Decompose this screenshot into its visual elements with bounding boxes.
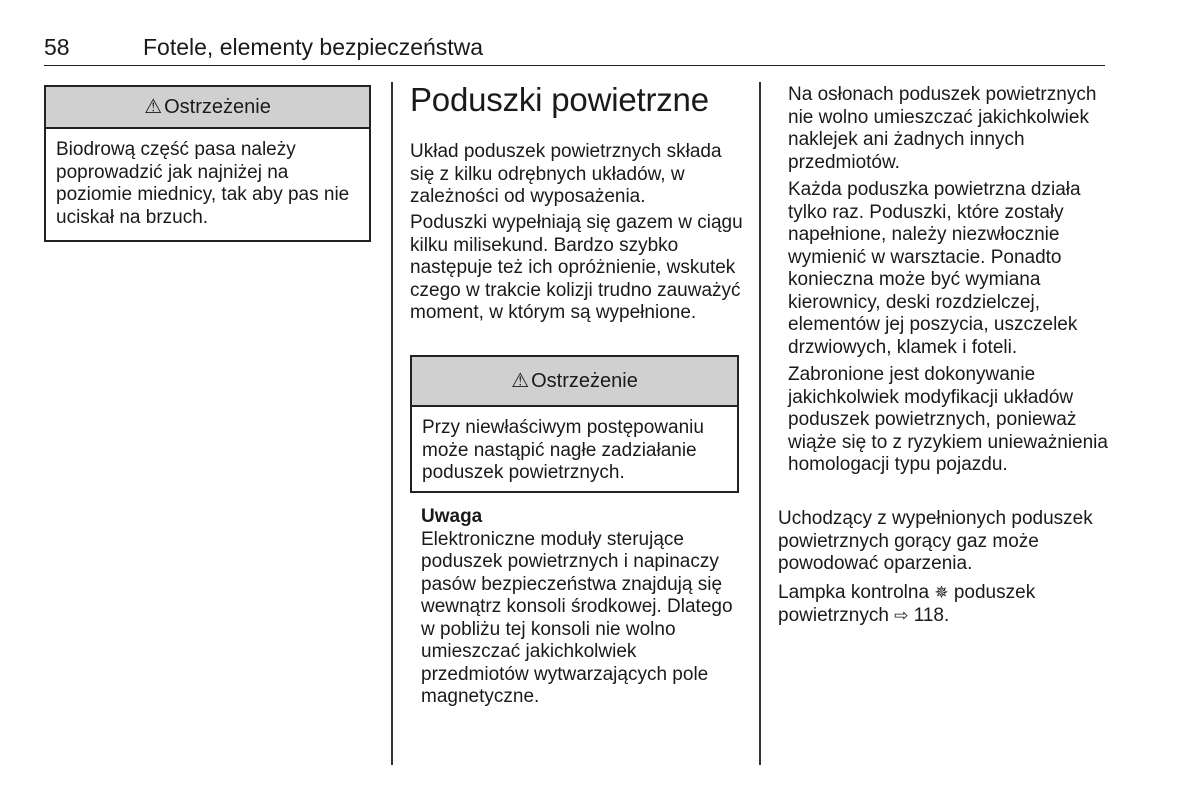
- note-text: Elektroniczne moduły sterujące poduszek powietrznych i napinaczy pasów bezpieczeństwa znajdują się wewnątrz konsoli środkowej. Dlatego w pobliżu tej konsoli nie wolno umieszczać jakichkolwiek przedmiotów wytwarzających pole magnetyczne.: [421, 528, 733, 707]
- paragraph-airbag-covers: Na osłonach poduszek powietrznych nie wolno umieszczać jakichkolwiek naklejek ani żadnych innych przedmiotów.: [788, 84, 1097, 173]
- paragraph-hot-gas: Uchodzący z wypełnionych poduszek powietrznych gorący gaz może powodować oparzenia.: [778, 508, 1093, 574]
- warning-header: [46, 87, 369, 129]
- column-divider-right: [759, 82, 761, 765]
- indicator-text-b: poduszek powietrznych: [778, 582, 1036, 626]
- paragraph-airbag-inflation: Poduszki wypełniają się gazem w ciągu kilku milisekund. Bardzo szybko następuje też ich opróżnienie, wskutek czego w trakcie kolizji trudno zauważyć moment, w którym są wypełnione.: [410, 212, 743, 323]
- page-number: 58: [44, 34, 70, 60]
- warning-box-airbag: [410, 355, 739, 493]
- page-reference[interactable]: 118.: [913, 604, 950, 626]
- note-title: Uwaga: [421, 506, 483, 527]
- warning-box-seatbelt: [44, 85, 371, 242]
- page-reference-arrow-icon: ⇨: [894, 605, 909, 626]
- paragraph-modifications: Zabronione jest dokonywanie jakichkolwiek modyfikacji układów poduszek powietrznych, ponieważ wiąże się to z ryzykiem unieważnienia homologacji typu pojazdu.: [788, 364, 1108, 475]
- warning-title: Ostrzeżenie: [164, 96, 271, 118]
- airbag-indicator-icon: ✵: [934, 583, 949, 603]
- warning-triangle-icon: ⚠: [144, 96, 163, 118]
- warning-title: Ostrzeżenie: [531, 370, 638, 392]
- paragraph-airbag-single-use: Każda poduszka powietrzna działa tylko raz. Poduszki, które zostały napełnione, należy niezwłocznie wymienić w warsztacie. Ponadto konieczna może być wymiana kierownicy, deski rozdzielczej, elementów jej poszycia, uszczelek drzwiowych, klamek i foteli.: [788, 179, 1081, 358]
- paragraph-airbag-system: Układ poduszek powietrznych składa się z kilku odrębnych układów, w zależności od wyposażenia.: [410, 141, 722, 207]
- column-divider-left: [391, 82, 393, 765]
- note-block: [421, 506, 746, 709]
- warning-text: Przy niewłaściwym postępowaniu może nastąpić nagłe zadziałanie poduszek powietrznych.: [422, 417, 704, 483]
- page-header: [44, 34, 1105, 66]
- running-title: Fotele, elementy bezpieczeństwa: [143, 34, 484, 60]
- warning-triangle-icon: ⚠: [511, 370, 530, 392]
- paragraph-indicator-lamp: [778, 582, 1113, 627]
- section-heading: Poduszki powietrzne: [410, 81, 709, 118]
- warning-header: [412, 357, 737, 407]
- indicator-text-a: Lampka kontrolna: [778, 582, 930, 603]
- warning-text: Biodrową część pasa należy poprowadzić jak najniżej na poziomie miednicy, tak aby pas nie uciskał na brzuch.: [56, 139, 350, 228]
